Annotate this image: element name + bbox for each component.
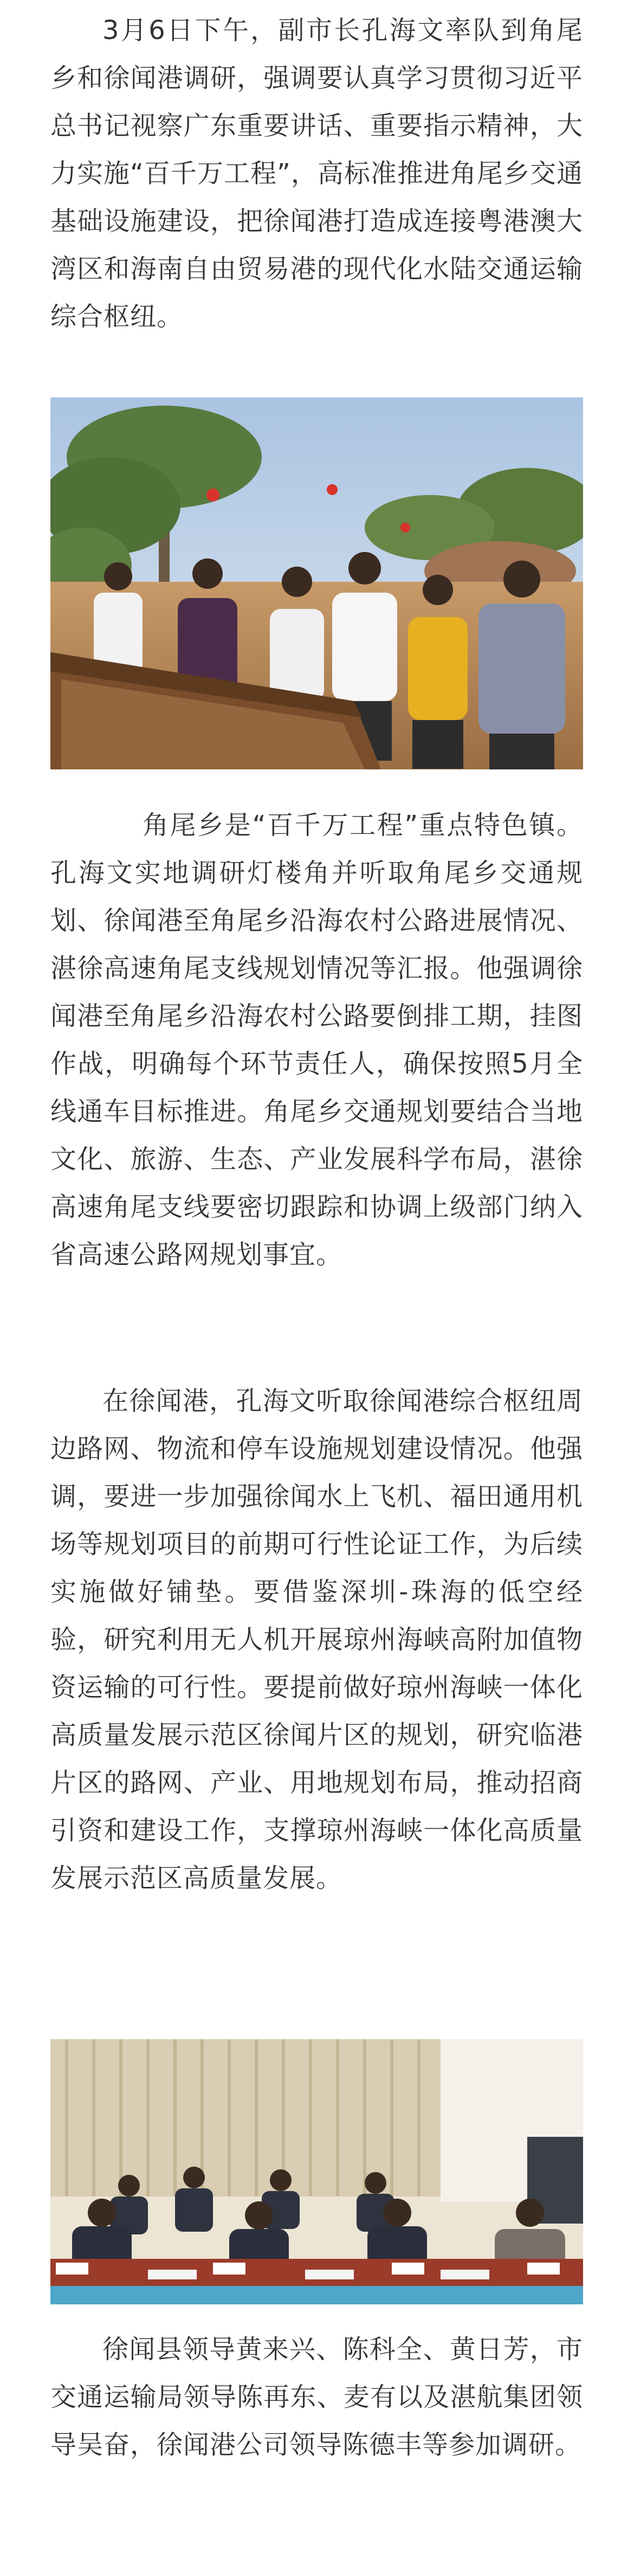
article-paragraph-3: 在徐闻港，孔海文听取徐闻港综合枢纽周边路网、物流和停车设施规划建设情况。他强调，要进一步加强徐闻水上飞机、福田通用机场等规划项目的前期可行性论证工作，为后续实施做好铺垫。要借鉴深圳-珠海的低空经验，研究利用无人机开展琼州海峡高附加值物资运输的可行性。要提前做好琼州海峡一体化高质量发展示范区徐闻片区的规划，研究临港片区的路网、产业、用地规划布局，推动招商引资和建设工作，支撑琼州海峡一体化高质量发展示范区高质量发展。 (50, 1386, 583, 1893)
meeting-scene (50, 2039, 583, 2304)
site-visit-photo (50, 397, 583, 769)
article-paragraph-4: 徐闻县领导黄来兴、陈科全、黄日芳，市交通运输局领导陈再东、麦有以及湛航集团领导吴奋，徐闻港公司领导陈德丰等参加调研。 (50, 2334, 583, 2460)
meeting-photo (50, 2039, 583, 2304)
site-visit-scene (50, 397, 583, 769)
article-paragraph-2: 角尾乡是“百千万工程”重点特色镇。孔海文实地调研灯楼角并听取角尾乡交通规划、徐闻港至角尾乡沿海农村公路进展情况、湛徐高速角尾支线规划情况等汇报。他强调徐闻港至角尾乡沿海农村公路要倒排工期，挂图作战，明确每个环节责任人，确保按照5月全线通车目标推进。角尾乡交通规划要结合当地文化、旅游、生态、产业发展科学布局，湛徐高速角尾支线要密切跟踪和协调上级部门纳入省高速公路网规划事宜。 (50, 810, 583, 1270)
article-paragraph-1: 3月6日下午，副市长孔海文率队到角尾乡和徐闻港调研，强调要认真学习贯彻习近平总书记视察广东重要讲话、重要指示精神，大力实施“百千万工程”，高标准推进角尾乡交通基础设施建设，把徐闻港打造成连接粤港澳大湾区和海南自由贸易港的现代化水陆交通运输综合枢纽。 (50, 15, 583, 332)
